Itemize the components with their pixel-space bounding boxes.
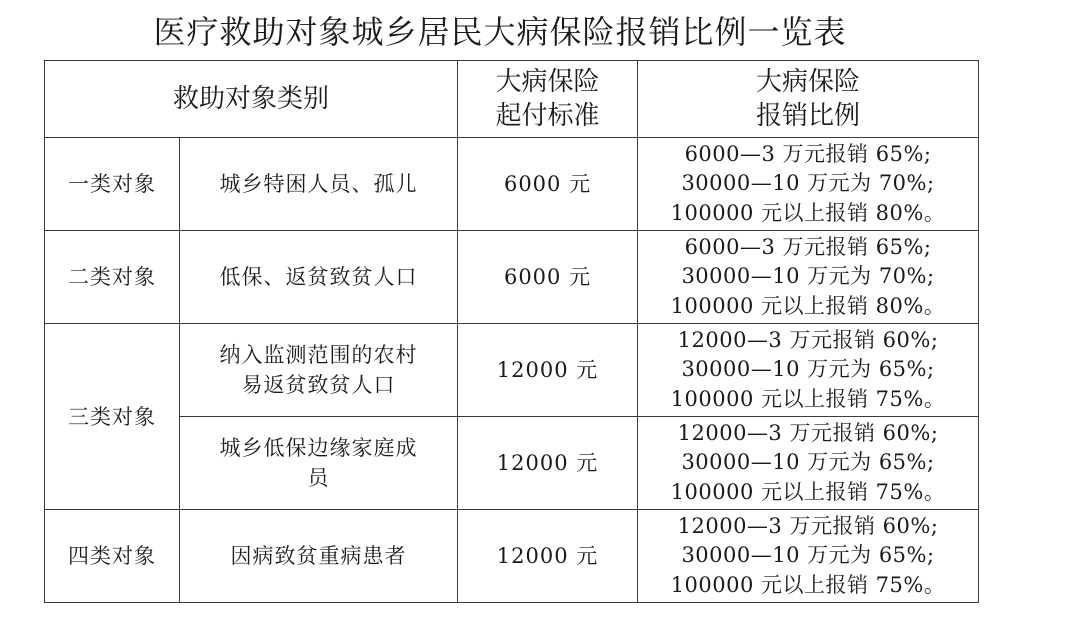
ratio-line: 30000—10 万元为 70%;: [681, 264, 935, 289]
table-row: [45, 138, 979, 231]
subject-cell: [180, 138, 458, 231]
ratio-line: 30000—10 万元为 70%;: [681, 171, 935, 196]
table-row: [45, 231, 979, 324]
category-cell: [45, 138, 180, 231]
threshold-cell: [458, 417, 638, 510]
subject-cell: [180, 231, 458, 324]
subject-line: 纳入监测范围的农村: [219, 343, 418, 367]
category-cell: [45, 324, 180, 510]
ratio-cell: [638, 138, 979, 231]
threshold-cell: [458, 324, 638, 417]
header-ratio-line2: 报销比例: [756, 101, 861, 131]
header-threshold-line2: 起付标准: [495, 101, 600, 131]
header-category-cell: [45, 61, 458, 138]
ratio-line: 100000 元以上报销 80%。: [670, 293, 946, 318]
threshold-value: 6000 元: [503, 172, 592, 196]
subject-line: 因病致贫重病患者: [230, 544, 407, 568]
category-label: 三类对象: [68, 404, 156, 429]
subject-cell: [180, 510, 458, 603]
ratio-line: 30000—10 万元为 65%;: [681, 450, 935, 475]
category-cell: [45, 510, 180, 603]
header-ratio-cell: [638, 61, 979, 138]
ratio-line: 30000—10 万元为 65%;: [681, 357, 935, 382]
header-threshold-line1: 大病保险: [495, 67, 600, 97]
subject-line: 易返贫致贫人口: [241, 373, 396, 397]
ratio-line: 12000—3 万元报销 60%;: [677, 327, 939, 352]
category-label: 四类对象: [68, 544, 156, 568]
threshold-value: 12000 元: [496, 358, 599, 382]
subject-line: 低保、返贫致贫人口: [219, 265, 418, 289]
header-category: 救助对象类别: [173, 84, 330, 114]
header-threshold-cell: [458, 61, 638, 138]
table-header-row: [45, 61, 979, 138]
category-label: 一类对象: [68, 172, 156, 196]
page-title: 医疗救助对象城乡居民大病保险报销比例一览表: [153, 13, 847, 51]
ratio-line: 6000—3 万元报销 65%;: [684, 234, 932, 259]
ratio-line: 100000 元以上报销 75%。: [670, 572, 946, 597]
subject-line: 城乡特困人员、孤儿: [219, 172, 418, 196]
ratio-cell: [638, 324, 979, 417]
threshold-cell: [458, 510, 638, 603]
ratio-line: 12000—3 万元报销 60%;: [677, 513, 939, 538]
category-cell: [45, 231, 180, 324]
ratio-line: 30000—10 万元为 65%;: [681, 543, 935, 568]
ratio-line: 100000 元以上报销 75%。: [670, 479, 946, 504]
threshold-value: 12000 元: [496, 544, 599, 568]
threshold-cell: [458, 138, 638, 231]
ratio-line: 100000 元以上报销 75%。: [670, 386, 946, 411]
category-label: 二类对象: [68, 265, 156, 289]
ratio-line: 6000—3 万元报销 65%;: [684, 141, 932, 166]
subject-line: 员: [307, 466, 330, 490]
table-row: [45, 324, 979, 417]
threshold-cell: [458, 231, 638, 324]
threshold-value: 12000 元: [496, 451, 599, 475]
threshold-value: 6000 元: [503, 265, 592, 289]
subject-cell: [180, 417, 458, 510]
reimbursement-table: [44, 60, 979, 603]
table-row: [45, 510, 979, 603]
ratio-line: 12000—3 万元报销 60%;: [677, 420, 939, 445]
header-ratio-line1: 大病保险: [756, 67, 861, 97]
subject-cell: [180, 324, 458, 417]
table-row: [45, 417, 979, 510]
ratio-cell: [638, 510, 979, 603]
ratio-line: 100000 元以上报销 80%。: [670, 200, 946, 225]
ratio-cell: [638, 417, 979, 510]
subject-line: 城乡低保边缘家庭成: [219, 436, 418, 460]
ratio-cell: [638, 231, 979, 324]
